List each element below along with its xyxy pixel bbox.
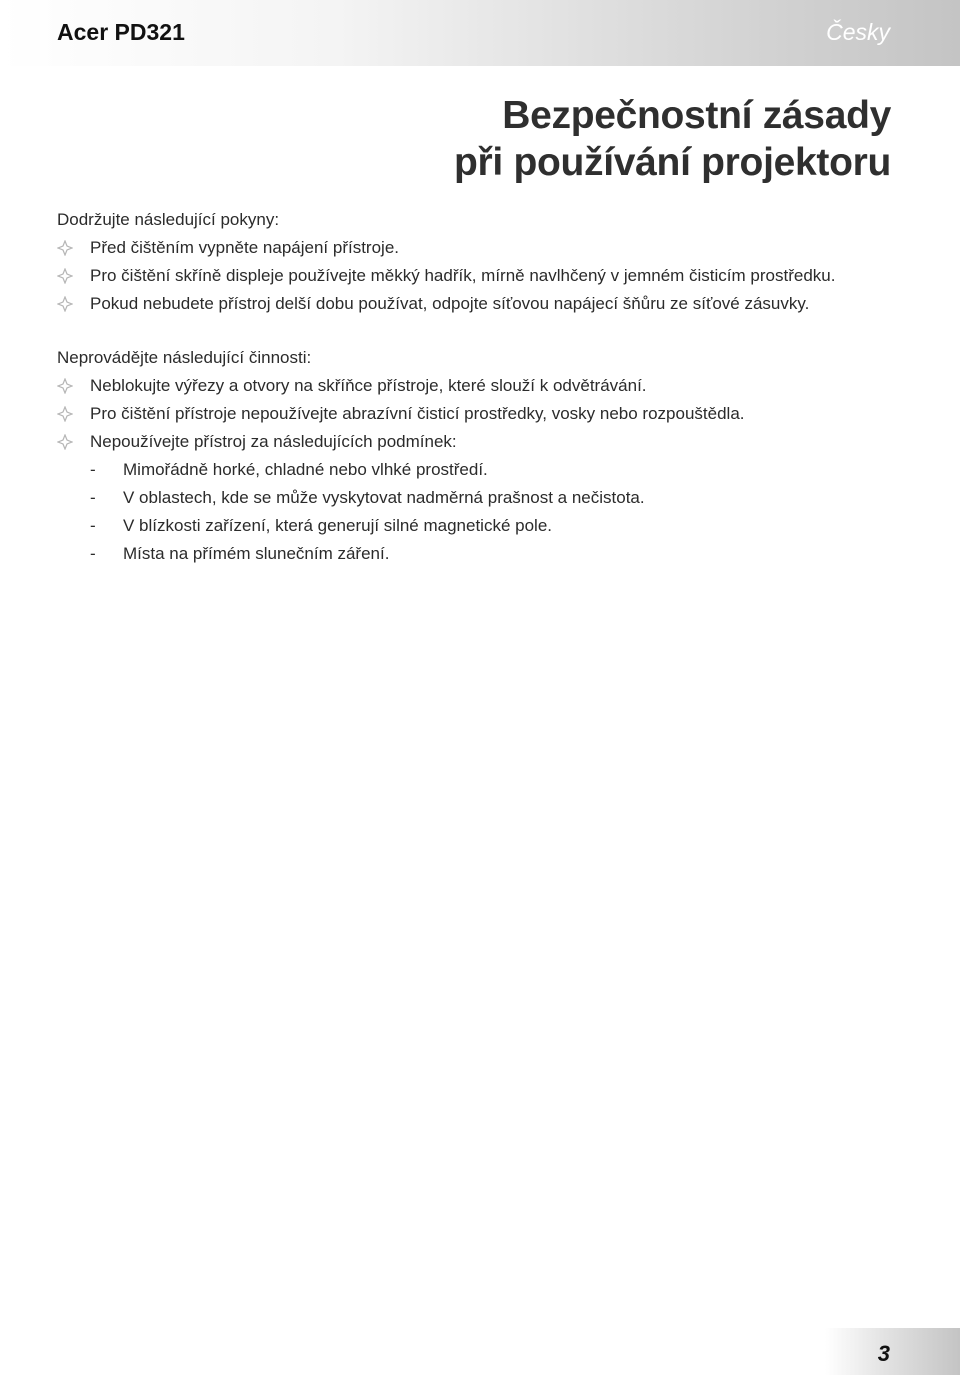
conditions-sublist [57, 456, 897, 568]
diamond-bullet-icon [57, 406, 73, 422]
section-intro: Dodržujte následující pokyny: [57, 210, 280, 229]
list-item-text: Pokud nebudete přístroj delší dobu používat, odpojte síťovou napájecí šňůru ze síťové zásuvky. [90, 294, 810, 313]
document-title: Acer PD321 [57, 19, 185, 45]
instructions-list [57, 234, 897, 318]
diamond-bullet-icon [57, 240, 73, 256]
page-title-line-2: při používání projektoru [454, 141, 891, 184]
list-item [57, 290, 897, 318]
diamond-bullet-icon [57, 434, 73, 450]
list-item-text: Pro čištění skříně displeje používejte měkký hadřík, mírně navlhčený v jemném čisticím prostředku. [90, 266, 836, 285]
list-item-text: Nepoužívejte přístroj za následujících podmínek: [90, 432, 457, 451]
list-item [57, 234, 897, 262]
prohibited-actions-section [57, 344, 897, 568]
dash-bullet: - [90, 460, 96, 479]
footer-page-tab [825, 1328, 960, 1375]
page-title-line-1: Bezpečnostní zásady [502, 94, 891, 137]
list-item-text: Neblokujte výřezy a otvory na skříňce přístroje, které slouží k odvětrávání. [90, 376, 647, 395]
sublist-item-text: Mimořádně horké, chladné nebo vlhké prostředí. [123, 460, 488, 479]
diamond-bullet-icon [57, 378, 73, 394]
list-item-text: Před čištěním vypněte napájení přístroje. [90, 238, 399, 257]
dash-bullet: - [90, 544, 96, 563]
list-item [57, 262, 897, 290]
page-title [454, 92, 891, 186]
language-label: Česky [826, 19, 890, 45]
dash-bullet: - [90, 516, 96, 535]
sublist-item [57, 540, 897, 568]
sublist-item-text: V blízkosti zařízení, která generují silné magnetické pole. [123, 516, 552, 535]
diamond-bullet-icon [57, 296, 73, 312]
prohibitions-list [57, 372, 897, 456]
sublist-item [57, 512, 897, 540]
dash-bullet: - [90, 488, 96, 507]
list-item-text: Pro čištění přístroje nepoužívejte abrazívní čisticí prostředky, vosky nebo rozpouštědla. [90, 404, 745, 423]
section-intro: Neprovádějte následující činnosti: [57, 348, 312, 367]
sublist-item [57, 456, 897, 484]
diamond-bullet-icon [57, 268, 73, 284]
list-item [57, 372, 897, 400]
follow-instructions-section [57, 206, 897, 318]
sublist-item-text: V oblastech, kde se může vyskytovat nadměrná prašnost a nečistota. [123, 488, 645, 507]
page-number: 3 [877, 1341, 890, 1366]
list-item [57, 428, 897, 456]
list-item [57, 400, 897, 428]
sublist-item [57, 484, 897, 512]
sublist-item-text: Místa na přímém slunečním záření. [123, 544, 390, 563]
